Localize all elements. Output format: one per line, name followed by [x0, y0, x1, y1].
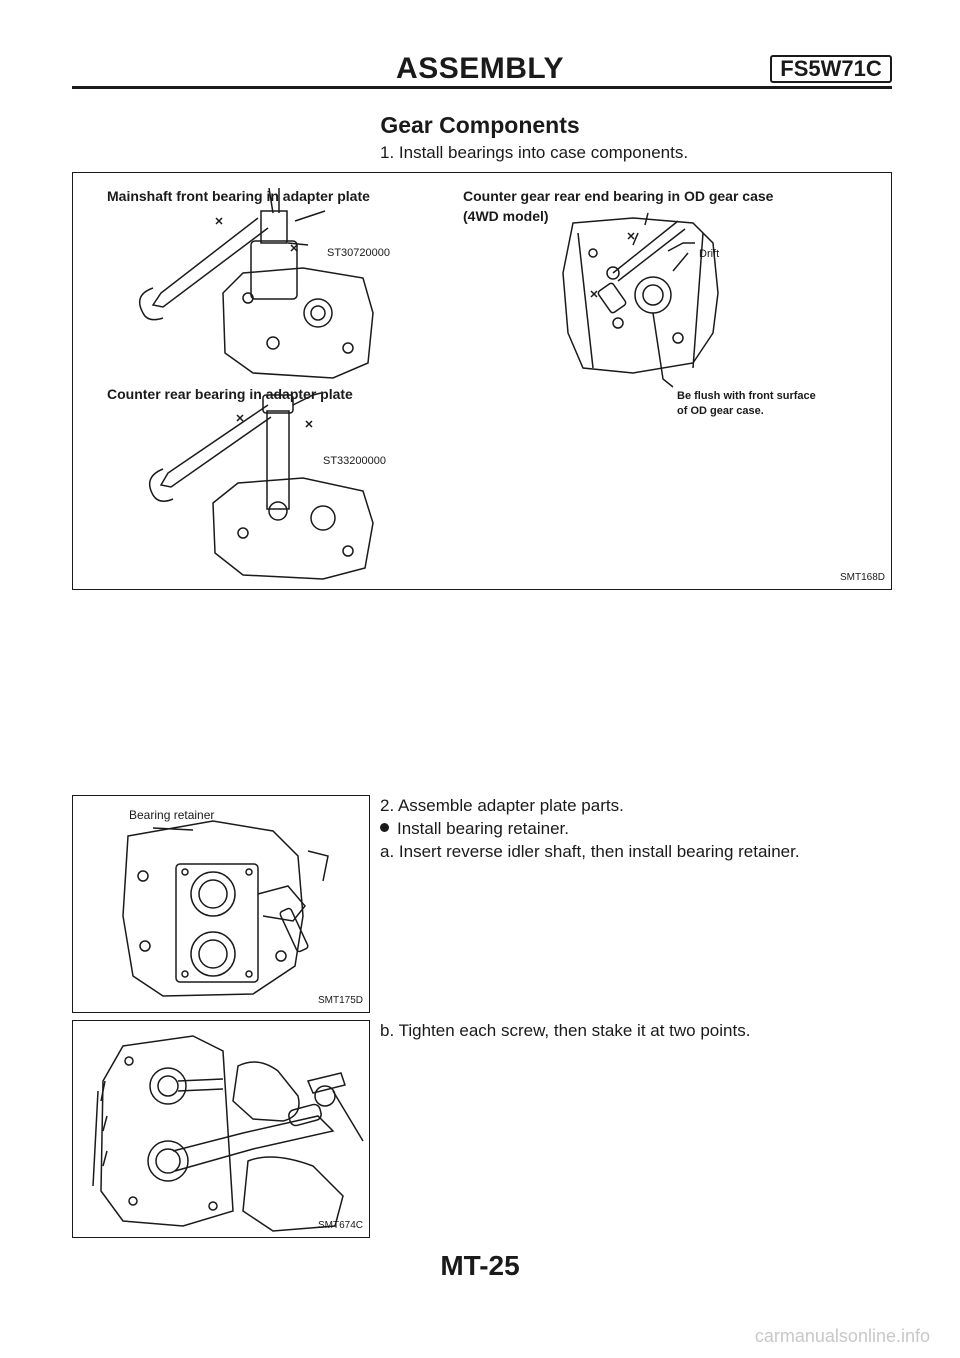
figure-1-illustration — [73, 173, 891, 589]
figure-3-illustration — [73, 1021, 369, 1237]
label-mainshaft-front-bearing: Mainshaft front bearing in adapter plate — [107, 188, 370, 204]
tool-number-st33200000: ST33200000 — [323, 455, 386, 467]
tool-number-st30720000: ST30720000 — [327, 247, 390, 259]
step-2b-text: b. Tighten each screw, then stake it at two points. — [380, 1021, 751, 1040]
model-code-badge: FS5W71C — [770, 55, 892, 83]
note-flush-line-1: Be flush with front surface — [677, 390, 816, 402]
page-header-title: ASSEMBLY — [396, 52, 564, 85]
note-flush-line-2: of OD gear case. — [677, 405, 764, 417]
label-bearing-retainer: Bearing retainer — [129, 808, 215, 822]
figure-code-smt175d: SMT175D — [317, 995, 363, 1006]
tool-label-drift: Drift — [699, 248, 720, 260]
figure-code-smt674c: SMT674C — [317, 1220, 363, 1231]
step-2-bullet-text: Install bearing retainer. — [397, 819, 569, 838]
label-counter-rear-bearing: Counter rear bearing in adapter plate — [107, 386, 353, 402]
section-title: Gear Components — [380, 112, 580, 138]
figure-bearing-installation — [72, 172, 892, 590]
bullet-icon — [380, 823, 389, 832]
figure-stake-screw — [72, 1020, 370, 1238]
label-counter-gear-rear-bearing: Counter gear rear end bearing in OD gear case — [463, 188, 774, 204]
figure-bearing-retainer — [72, 795, 370, 1013]
watermark: carmanualsonline.info — [754, 1326, 930, 1346]
step-2a-text: a. Insert reverse idler shaft, then install bearing retainer. — [380, 842, 800, 861]
figure-2-illustration — [73, 796, 369, 1012]
step-1-text: 1. Install bearings into case components. — [380, 143, 689, 162]
step-2-bullet — [380, 818, 569, 840]
header-rule — [72, 86, 892, 89]
page-number: MT-25 — [440, 1250, 520, 1281]
figure-code-smt168d: SMT168D — [839, 572, 885, 583]
step-2-title: 2. Assemble adapter plate parts. — [380, 796, 624, 815]
label-4wd-model: (4WD model) — [463, 208, 549, 224]
